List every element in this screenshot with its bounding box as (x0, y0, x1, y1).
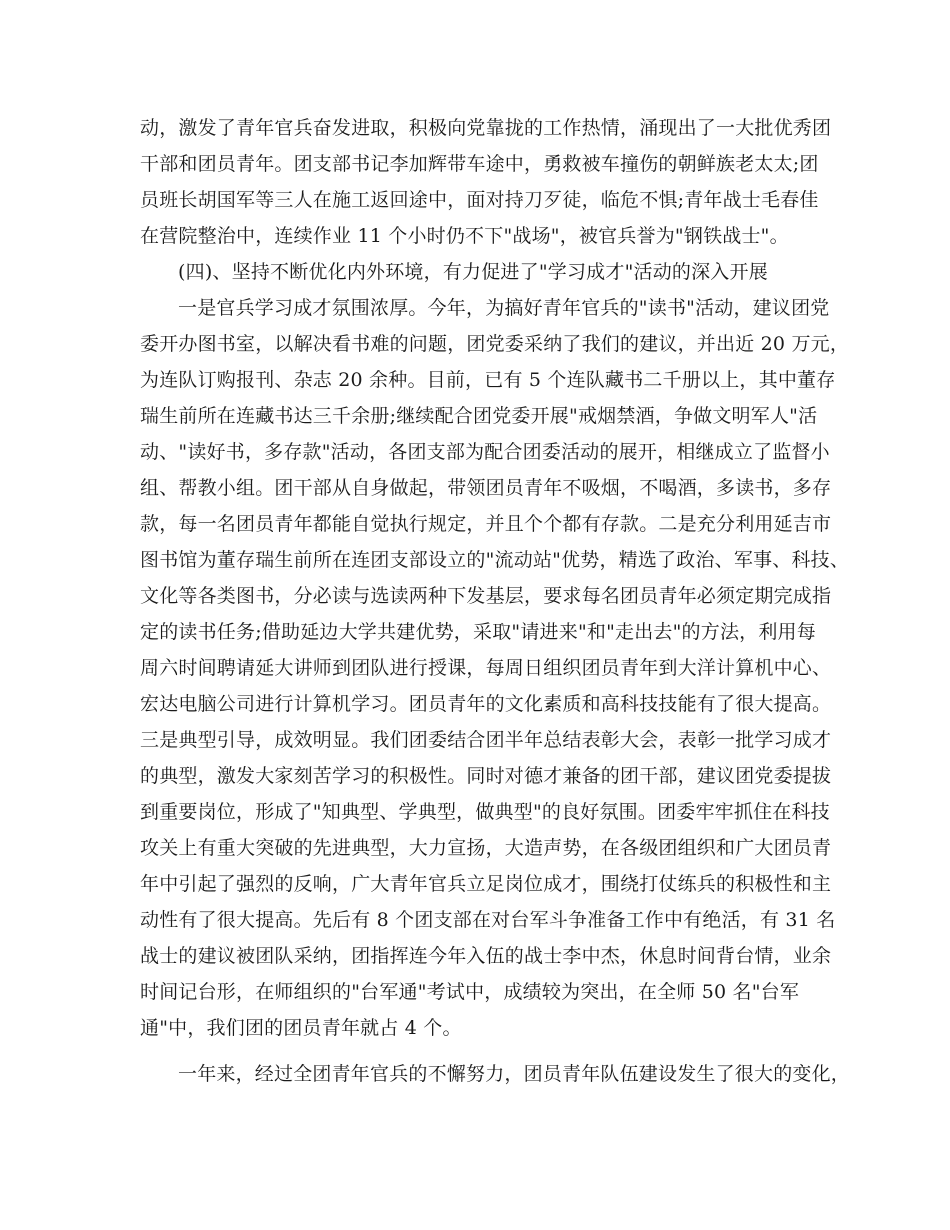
text-line: 动、"读好书，多存款"活动，各团支部为配合团委活动的展开，相继成立了监督小 (140, 441, 830, 463)
text-line: 通"中，我们团的团员青年就占 4 个。 (140, 1017, 462, 1039)
text-line: 图书馆为董存瑞生前所在连团支部设立的"流动站"优势，精选了政治、军事、科技、 (140, 549, 850, 571)
text-line: 为连队订购报刊、杂志 20 余种。目前，已有 5 个连队藏书二千册以上，其中董存 (140, 369, 836, 391)
text-line: 款，每一名团员青年都能自觉执行规定，并且个个都有存款。二是充分利用延吉市 (140, 513, 832, 535)
text-line: 在营院整治中，连续作业 11 个小时仍不下"战场"，被官兵誉为"钢铁战士"。 (140, 225, 789, 247)
text-line: 的典型，激发大家刻苦学习的积极性。同时对德才兼备的团干部，建议团党委提拔 (140, 765, 832, 787)
text-line: 战士的建议被团队采纳，团指挥连今年入伍的战士李中杰，休息时间背台情，业余 (140, 945, 832, 967)
text-line: 周六时间聘请延大讲师到团队进行授课，每周日组织团员青年到大洋计算机中心、 (140, 657, 832, 679)
text-line: 定的读书任务;借助延边大学共建优势，采取"请进来"和"走出去"的方法，利用每 (140, 621, 816, 643)
text-line: 动，激发了青年官兵奋发进取，积极向党靠拢的工作热情，涌现出了一大批优秀团 (140, 117, 832, 139)
text-line: 攻关上有重大突破的先进典型，大力宣扬，大造声势，在各级团组织和广大团员青 (140, 837, 832, 859)
text-line: 动性有了很大提高。先后有 8 个团支部在对台军斗争准备工作中有绝活，有 31 名 (140, 909, 836, 931)
section-heading: (四)、坚持不断优化内外环境，有力促进了"学习成才"活动的深入开展 (178, 261, 768, 283)
text-line: 宏达电脑公司进行计算机学习。团员青年的文化素质和高科技技能有了很大提高。 (140, 693, 832, 715)
text-line: 委开办图书室，以解决看书难的问题，团党委采纳了我们的建议，并出近 20 万元， (140, 333, 850, 355)
text-line: 到重要岗位，形成了"知典型、学典型，做典型"的良好氛围。团委牢牢抓住在科技 (140, 801, 830, 823)
text-line: 时间记台形，在师组织的"台军通"考试中，成绩较为突出，在全师 50 名"台军 (140, 981, 800, 1003)
text-line: 干部和团员青年。团支部书记李加辉带车途中，勇救被车撞伤的朝鲜族老太太;团 (140, 153, 819, 175)
text-line: 文化等各类图书，分必读与选读两种下发基层，要求每名团员青年必须定期完成指 (140, 585, 832, 607)
text-line: 三是典型引导，成效明显。我们团委结合团半年总结表彰大会，表彰一批学习成才 (140, 729, 832, 751)
text-line: 员班长胡国军等三人在施工返回途中，面对持刀歹徒，临危不惧;青年战士毛春佳 (140, 189, 819, 211)
text-line: 瑞生前所在连藏书达三千余册;继续配合团党委开展"戒烟禁酒，争做文明军人"活 (140, 405, 818, 427)
paragraph-start-line: 一年来，经过全团青年官兵的不懈努力，团员青年队伍建设发生了很大的变化， (178, 1063, 851, 1085)
paragraph-start-line: 一是官兵学习成才氛围浓厚。今年，为搞好青年官兵的"读书"活动，建议团党 (178, 297, 830, 319)
text-line: 年中引起了强烈的反响，广大青年官兵立足岗位成才，围绕打仗练兵的积极性和主 (140, 873, 832, 895)
text-line: 组、帮教小组。团干部从自身做起，带领团员青年不吸烟，不喝酒，多读书，多存 (140, 477, 832, 499)
